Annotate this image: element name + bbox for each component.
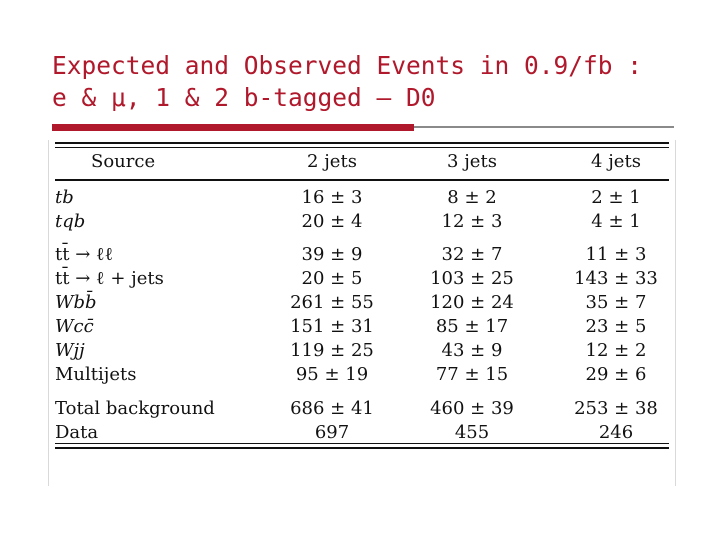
slide-title-line-2: e & μ, 1 & 2 b-tagged – D0: [52, 83, 436, 112]
cell-4-jets: 11 ± 3: [585, 244, 647, 265]
row-source: tqb: [55, 211, 86, 232]
cell-2-jets: 119 ± 25: [290, 340, 374, 361]
cell-3-jets: 8 ± 2: [447, 187, 497, 208]
slide-title-line-1: Expected and Observed Events in 0.9/fb :: [52, 51, 643, 80]
table-top-rule: [55, 142, 669, 144]
cell-2-jets: 95 ± 19: [295, 364, 369, 385]
cell-4-jets: 143 ± 33: [574, 268, 658, 289]
cell-2-jets: 39 ± 9: [301, 244, 363, 265]
row-source: Wbb̄: [55, 292, 97, 313]
row-source: tt̄ → ℓℓ: [55, 244, 114, 265]
cell-2-jets: 697: [314, 422, 350, 443]
column-header-2-jets: 2 jets: [307, 151, 357, 172]
cell-4-jets: 4 ± 1: [591, 211, 641, 232]
row-source: Multijets: [55, 364, 137, 385]
cell-2-jets: 20 ± 5: [301, 268, 363, 289]
cell-4-jets: 246: [598, 422, 634, 443]
column-header-source: Source: [91, 151, 156, 172]
cell-2-jets: 20 ± 4: [301, 211, 363, 232]
cell-2-jets: 686 ± 41: [290, 398, 374, 419]
row-source: tb: [55, 187, 74, 208]
cell-4-jets: 253 ± 38: [574, 398, 658, 419]
cell-3-jets: 455: [454, 422, 490, 443]
row-source: Data: [55, 422, 99, 443]
cell-4-jets: 29 ± 6: [585, 364, 647, 385]
cell-3-jets: 32 ± 7: [441, 244, 503, 265]
row-source: tt̄ → ℓ + jets: [55, 268, 164, 289]
slide-title: [52, 50, 692, 114]
row-source: Wcc̄: [55, 316, 94, 337]
title-underline-thin: [414, 126, 674, 128]
cell-4-jets: 2 ± 1: [591, 187, 641, 208]
column-header-3-jets: 3 jets: [447, 151, 497, 172]
cell-4-jets: 12 ± 2: [585, 340, 647, 361]
cell-3-jets: 85 ± 17: [435, 316, 509, 337]
title-underline-accent: [52, 124, 414, 131]
cell-3-jets: 120 ± 24: [430, 292, 514, 313]
cell-2-jets: 151 ± 31: [290, 316, 374, 337]
row-source: Total background: [55, 398, 215, 419]
cell-4-jets: 23 ± 5: [585, 316, 647, 337]
row-source: Wjj: [55, 340, 85, 361]
events-table: [48, 140, 676, 486]
cell-3-jets: 103 ± 25: [430, 268, 514, 289]
cell-2-jets: 16 ± 3: [301, 187, 363, 208]
column-header-4-jets: 4 jets: [591, 151, 641, 172]
cell-4-jets: 35 ± 7: [585, 292, 647, 313]
table-top-rule-inner: [55, 147, 669, 148]
cell-3-jets: 460 ± 39: [430, 398, 514, 419]
cell-3-jets: 12 ± 3: [441, 211, 503, 232]
table-header-rule: [55, 179, 669, 181]
table-bottom-rule: [55, 447, 669, 449]
cell-3-jets: 43 ± 9: [441, 340, 503, 361]
cell-3-jets: 77 ± 15: [435, 364, 509, 385]
cell-2-jets: 261 ± 55: [290, 292, 374, 313]
